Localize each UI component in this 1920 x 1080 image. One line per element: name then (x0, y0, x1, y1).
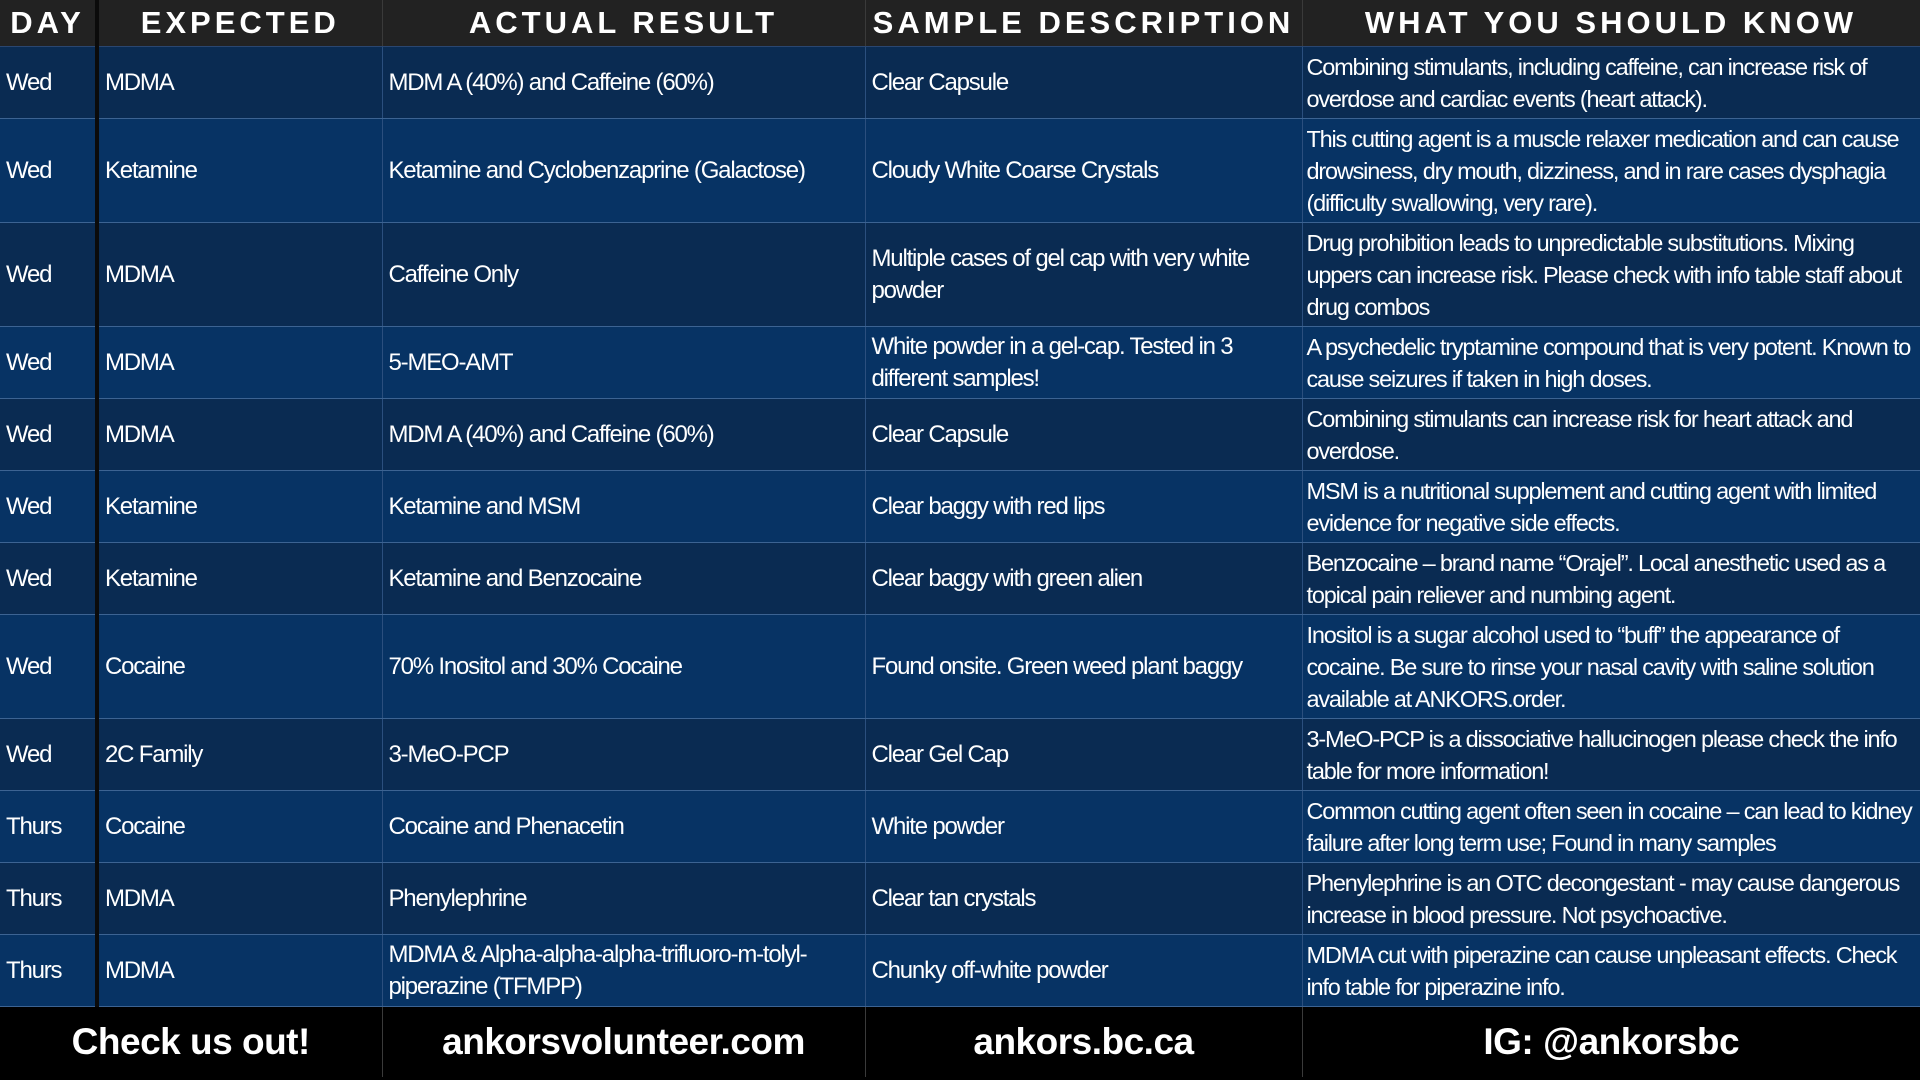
expected-cell: MDMA (97, 935, 382, 1007)
header-sample-description: SAMPLE DESCRIPTION (865, 0, 1302, 47)
sample-description-cell: White powder in a gel-cap. Tested in 3 different samples! (865, 327, 1302, 399)
expected-cell: Ketamine (97, 119, 382, 223)
table-row (0, 791, 1920, 863)
table-row (0, 863, 1920, 935)
table-row (0, 327, 1920, 399)
volunteer-site-link[interactable]: ankorsvolunteer.com (382, 1007, 865, 1078)
table-row (0, 399, 1920, 471)
expected-cell: Cocaine (97, 615, 382, 719)
table-row (0, 223, 1920, 327)
day-cell: Thurs (0, 791, 97, 863)
sample-description-cell: Clear Capsule (865, 47, 1302, 119)
table-row (0, 543, 1920, 615)
actual-result-cell: Ketamine and MSM (382, 471, 865, 543)
header-what-you-should-know: WHAT YOU SHOULD KNOW (1302, 0, 1920, 47)
expected-cell: MDMA (97, 223, 382, 327)
day-cell: Wed (0, 399, 97, 471)
sample-description-cell: Clear tan crystals (865, 863, 1302, 935)
what-you-should-know-cell: A psychedelic tryptamine compound that is very potent. Known to cause seizures if taken in high doses. (1302, 327, 1920, 399)
actual-result-cell: Caffeine Only (382, 223, 865, 327)
actual-result-cell: Cocaine and Phenacetin (382, 791, 865, 863)
day-cell: Wed (0, 543, 97, 615)
day-cell: Thurs (0, 935, 97, 1007)
header-actual-result: ACTUAL RESULT (382, 0, 865, 47)
sample-description-cell: Clear baggy with red lips (865, 471, 1302, 543)
day-cell: Wed (0, 719, 97, 791)
actual-result-cell: MDM A (40%) and Caffeine (60%) (382, 399, 865, 471)
what-you-should-know-cell: Drug prohibition leads to unpredictable substitutions. Mixing uppers can increase risk. Please check with info table staff about drug combos (1302, 223, 1920, 327)
what-you-should-know-cell: Combining stimulants can increase risk for heart attack and overdose. (1302, 399, 1920, 471)
expected-cell: MDMA (97, 327, 382, 399)
expected-cell: MDMA (97, 399, 382, 471)
expected-cell: Ketamine (97, 471, 382, 543)
what-you-should-know-cell: Common cutting agent often seen in cocaine – can lead to kidney failure after long term use; Found in many samples (1302, 791, 1920, 863)
expected-cell: MDMA (97, 863, 382, 935)
check-us-out-text: Check us out! (0, 1007, 382, 1078)
day-cell: Wed (0, 615, 97, 719)
table-row (0, 47, 1920, 119)
expected-cell: Ketamine (97, 543, 382, 615)
day-cell: Wed (0, 47, 97, 119)
day-cell: Wed (0, 471, 97, 543)
sample-description-cell: Clear Gel Cap (865, 719, 1302, 791)
expected-cell: MDMA (97, 47, 382, 119)
table-row (0, 719, 1920, 791)
main-site-link[interactable]: ankors.bc.ca (865, 1007, 1302, 1078)
actual-result-cell: Ketamine and Cyclobenzaprine (Galactose) (382, 119, 865, 223)
what-you-should-know-cell: Inositol is a sugar alcohol used to “buff” the appearance of cocaine. Be sure to rinse your nasal cavity with saline solution available at ANKORS.order. (1302, 615, 1920, 719)
instagram-handle[interactable]: IG: @ankorsbc (1302, 1007, 1920, 1078)
day-cell: Thurs (0, 863, 97, 935)
what-you-should-know-cell: This cutting agent is a muscle relaxer medication and can cause drowsiness, dry mouth, dizziness, and in rare cases dysphagia (difficulty swallowing, very rare). (1302, 119, 1920, 223)
actual-result-cell: 3-MeO-PCP (382, 719, 865, 791)
what-you-should-know-cell: MSM is a nutritional supplement and cutting agent with limited evidence for negative side effects. (1302, 471, 1920, 543)
header-row (0, 0, 1920, 47)
sample-description-cell: Clear baggy with green alien (865, 543, 1302, 615)
table-row (0, 119, 1920, 223)
sample-description-cell: Found onsite. Green weed plant baggy (865, 615, 1302, 719)
table-row (0, 615, 1920, 719)
sample-description-cell: Multiple cases of gel cap with very white powder (865, 223, 1302, 327)
actual-result-cell: MDMA & Alpha-alpha-alpha-trifluoro-m-tolyl-piperazine (TFMPP) (382, 935, 865, 1007)
expected-cell: Cocaine (97, 791, 382, 863)
actual-result-cell: 70% Inositol and 30% Cocaine (382, 615, 865, 719)
what-you-should-know-cell: Phenylephrine is an OTC decongestant - may cause dangerous increase in blood pressure. Not psychoactive. (1302, 863, 1920, 935)
sample-description-cell: Cloudy White Coarse Crystals (865, 119, 1302, 223)
header-expected: EXPECTED (97, 0, 382, 47)
what-you-should-know-cell: MDMA cut with piperazine can cause unpleasant effects. Check info table for piperazine info. (1302, 935, 1920, 1007)
actual-result-cell: MDM A (40%) and Caffeine (60%) (382, 47, 865, 119)
what-you-should-know-cell: Combining stimulants, including caffeine, can increase risk of overdose and cardiac events (heart attack). (1302, 47, 1920, 119)
day-cell: Wed (0, 223, 97, 327)
header-day: DAY (0, 0, 97, 47)
sample-description-cell: Chunky off-white powder (865, 935, 1302, 1007)
day-cell: Wed (0, 327, 97, 399)
sample-description-cell: Clear Capsule (865, 399, 1302, 471)
table-row (0, 935, 1920, 1007)
what-you-should-know-cell: Benzocaine – brand name “Orajel”. Local anesthetic used as a topical pain reliever and numbing agent. (1302, 543, 1920, 615)
table-row (0, 471, 1920, 543)
what-you-should-know-cell: 3-MeO-PCP is a dissociative hallucinogen please check the info table for more information! (1302, 719, 1920, 791)
actual-result-cell: Ketamine and Benzocaine (382, 543, 865, 615)
footer-row (0, 1007, 1920, 1078)
actual-result-cell: 5-MEO-AMT (382, 327, 865, 399)
day-cell: Wed (0, 119, 97, 223)
expected-cell: 2C Family (97, 719, 382, 791)
sample-description-cell: White powder (865, 791, 1302, 863)
actual-result-cell: Phenylephrine (382, 863, 865, 935)
results-body (0, 47, 1920, 1007)
